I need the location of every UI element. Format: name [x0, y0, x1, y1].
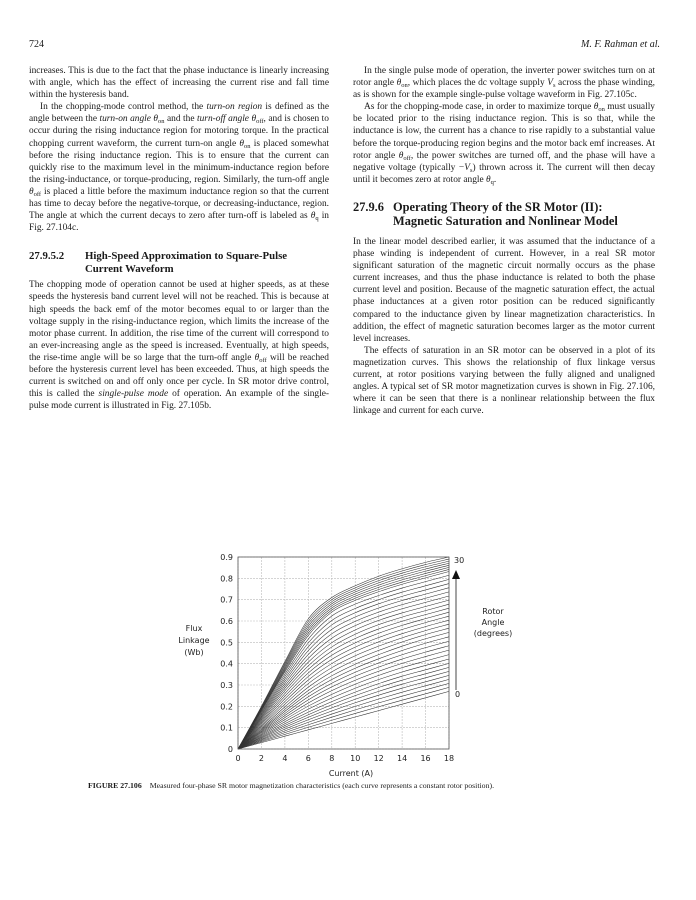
- right-column: [353, 65, 655, 417]
- y-tick-label: 0.3: [220, 681, 233, 690]
- y-tick-label: 0.5: [220, 638, 233, 648]
- y-tick-label: 0.9: [220, 553, 233, 562]
- x-tick-label: 16: [420, 754, 431, 763]
- figure-27-106: [0, 540, 696, 800]
- rotor-angle-label-line3: (degrees): [473, 629, 513, 638]
- magnetization-curve: [238, 584, 449, 749]
- paragraph: As for the chopping-mode case, in order to maximize torque $\theta_{on}$ must usually be located prior to the rising inductance region. This is so that, while the inductance is low, the current has a chance to rise rapidly to a substantial value before the torque-producing region begins and the motor back emf increases. At rotor angle $\theta_{off}$, the power switches are turned off, and the phase will have a negative voltage (typically $-V_s$) thrown across it. The current will then decay until it becomes zero at rotor angle $\theta_q$.: [353, 102, 656, 186]
- rotor-angle-bottom-value: 0: [455, 690, 461, 699]
- x-tick-label: 10: [350, 754, 361, 763]
- x-axis-label: Current (A): [328, 769, 374, 778]
- paragraph: In the single pulse mode of operation, the inverter power switches turn on at rotor angle $\theta_{on}$, which places the dc voltage supply $V_s$ across the phase winding, as is shown for the example single-pulse voltage waveform in Fig. 27.105c.: [353, 66, 656, 101]
- paragraph: In the linear model described earlier, it was assumed that the inductance of a phase winding is independent of current. However, in a real SR motor significant saturation of the magnetic circuit normally occurs as the phase current increases, and thus the phase inductance is related to both the phase current level and position. Because of the magnetic saturation effect, the actual phase inductances at a given rotor position can be reduced significantly compared to the inductance given by linear magnetization characteristics. In addition, the effect of magnetic saturation becomes larger as the motor current level increases.: [353, 236, 655, 344]
- y-axis-label-line3: (Wb): [184, 648, 204, 657]
- paragraph: The chopping mode of operation cannot be used at higher speeds, as at these speeds the hysteresis band current level will not be reached. This is because at high speeds the back emf of the motor becomes equal to or larger than the voltage supply in the rising-inductance region, which limits the increase of the motor phase current. In addition, the rise time of the current will correspond to an ever-increasing angle as the speed is increased. Eventually, at high speeds, the rise-time angle will be so large that the turn-off angle $\theta_{off}$ will be reached before the hysteresis current level has been exceeded. Thus, at high speeds the current is switched on and off only once per cycle. In SR motor drive control, this is called the single-pulse mode of operation. An example of the single-pulse mode current is illustrated in Fig. 27.105b.: [29, 280, 329, 412]
- y-tick-label: 0.1: [220, 723, 233, 733]
- figure-label: FIGURE 27.106: [88, 781, 142, 790]
- x-tick-label: 6: [305, 754, 311, 763]
- x-tick-label: 14: [397, 754, 408, 763]
- x-tick-label: 8: [329, 754, 335, 763]
- x-tick-label: 2: [258, 754, 264, 763]
- left-column: [29, 65, 329, 412]
- magnetization-curve: [238, 620, 449, 749]
- magnetization-chart: [0, 540, 696, 780]
- paragraph: In the chopping-mode control method, the turn-on region is defined as the angle between the turn-on angle $\theta_{on}$ and the turn-off angle $\theta_{off}$, and is chosen to occur during the rising inductance region for motoring torque. In the practical chopping current waveform, the current turn-on angle $\theta_{on}$ is placed somewhat before the rising inductance region. This is to ensure that the current can quickly rise to the maximum level in the minimum-inductance region before the rising-inductance, or torque-producing, region. Similarly, the turn-off angle $\theta_{off}$ is placed a little before the maximum inductance region so that the current has time to decay before the negative-torque, or decreasing-inductance, region. The angle at which the current decays to zero after turn-off is labeled as $\theta_q$ in Fig. 27.104c.: [29, 102, 330, 234]
- paragraph: increases. This is due to the fact that the phase inductance is linearly increasing with angle, which has the effect of increasing the current rise and fall time within the hysteresis band.: [29, 66, 329, 101]
- y-axis-ticks: [220, 553, 233, 754]
- x-tick-label: 12: [373, 754, 384, 763]
- y-tick-label: 0.2: [220, 702, 233, 712]
- paragraph: The effects of saturation in an SR motor can be observed in a plot of its magnetization curves. This shows the relationship of flux linkage versus current, at rotor positions varying between the fully aligned and unaligned angles. A typical set of SR motor magnetization curves is shown in Fig. 27.106, where it can be seen that there is a nonlinear relationship between the flux linkage and current for each curve.: [353, 345, 655, 417]
- rotor-angle-label-line2: Angle: [481, 618, 505, 627]
- y-axis-label-line1: Flux: [185, 624, 203, 633]
- x-tick-label: 4: [282, 754, 288, 763]
- x-tick-label: 0: [235, 754, 241, 763]
- magnetization-curve: [238, 604, 449, 749]
- chart-curves: [238, 557, 449, 749]
- y-tick-label: 0.8: [220, 574, 233, 584]
- running-head-authors: M. F. Rahman et al.: [581, 39, 660, 50]
- y-axis-label-line2: Linkage: [178, 636, 210, 645]
- y-tick-label: 0.7: [220, 595, 233, 605]
- x-tick-label: 18: [443, 754, 455, 763]
- y-tick-label: 0.4: [220, 659, 233, 669]
- x-axis-ticks: [235, 754, 454, 763]
- magnetization-curve: [238, 567, 449, 749]
- magnetization-curve: [238, 679, 449, 749]
- rotor-angle-top-value: 30: [454, 556, 465, 565]
- magnetization-curve: [238, 628, 449, 749]
- running-head: [29, 39, 660, 53]
- figure-caption-text: Measured four-phase SR motor magnetization characteristics (each curve represents a constant rotor position).: [149, 781, 495, 790]
- rotor-angle-label-line1: Rotor: [482, 607, 504, 616]
- y-tick-label: 0.6: [220, 617, 233, 626]
- figure-caption: [88, 781, 648, 790]
- section-heading-27-9-5-2: 27.9.5.2 High-Speed Approximation to Square-Pulse Current Waveform: [29, 250, 288, 275]
- arrow-up-icon: [452, 570, 460, 579]
- page-number: 724: [29, 39, 44, 50]
- magnetization-curve: [238, 592, 449, 749]
- magnetization-curve: [238, 612, 449, 749]
- section-heading-27-9-6: 27.9.6 Operating Theory of the SR Motor (II): Magnetic Saturation and Nonlinear Model: [353, 199, 618, 228]
- y-tick-label: 0: [227, 745, 233, 754]
